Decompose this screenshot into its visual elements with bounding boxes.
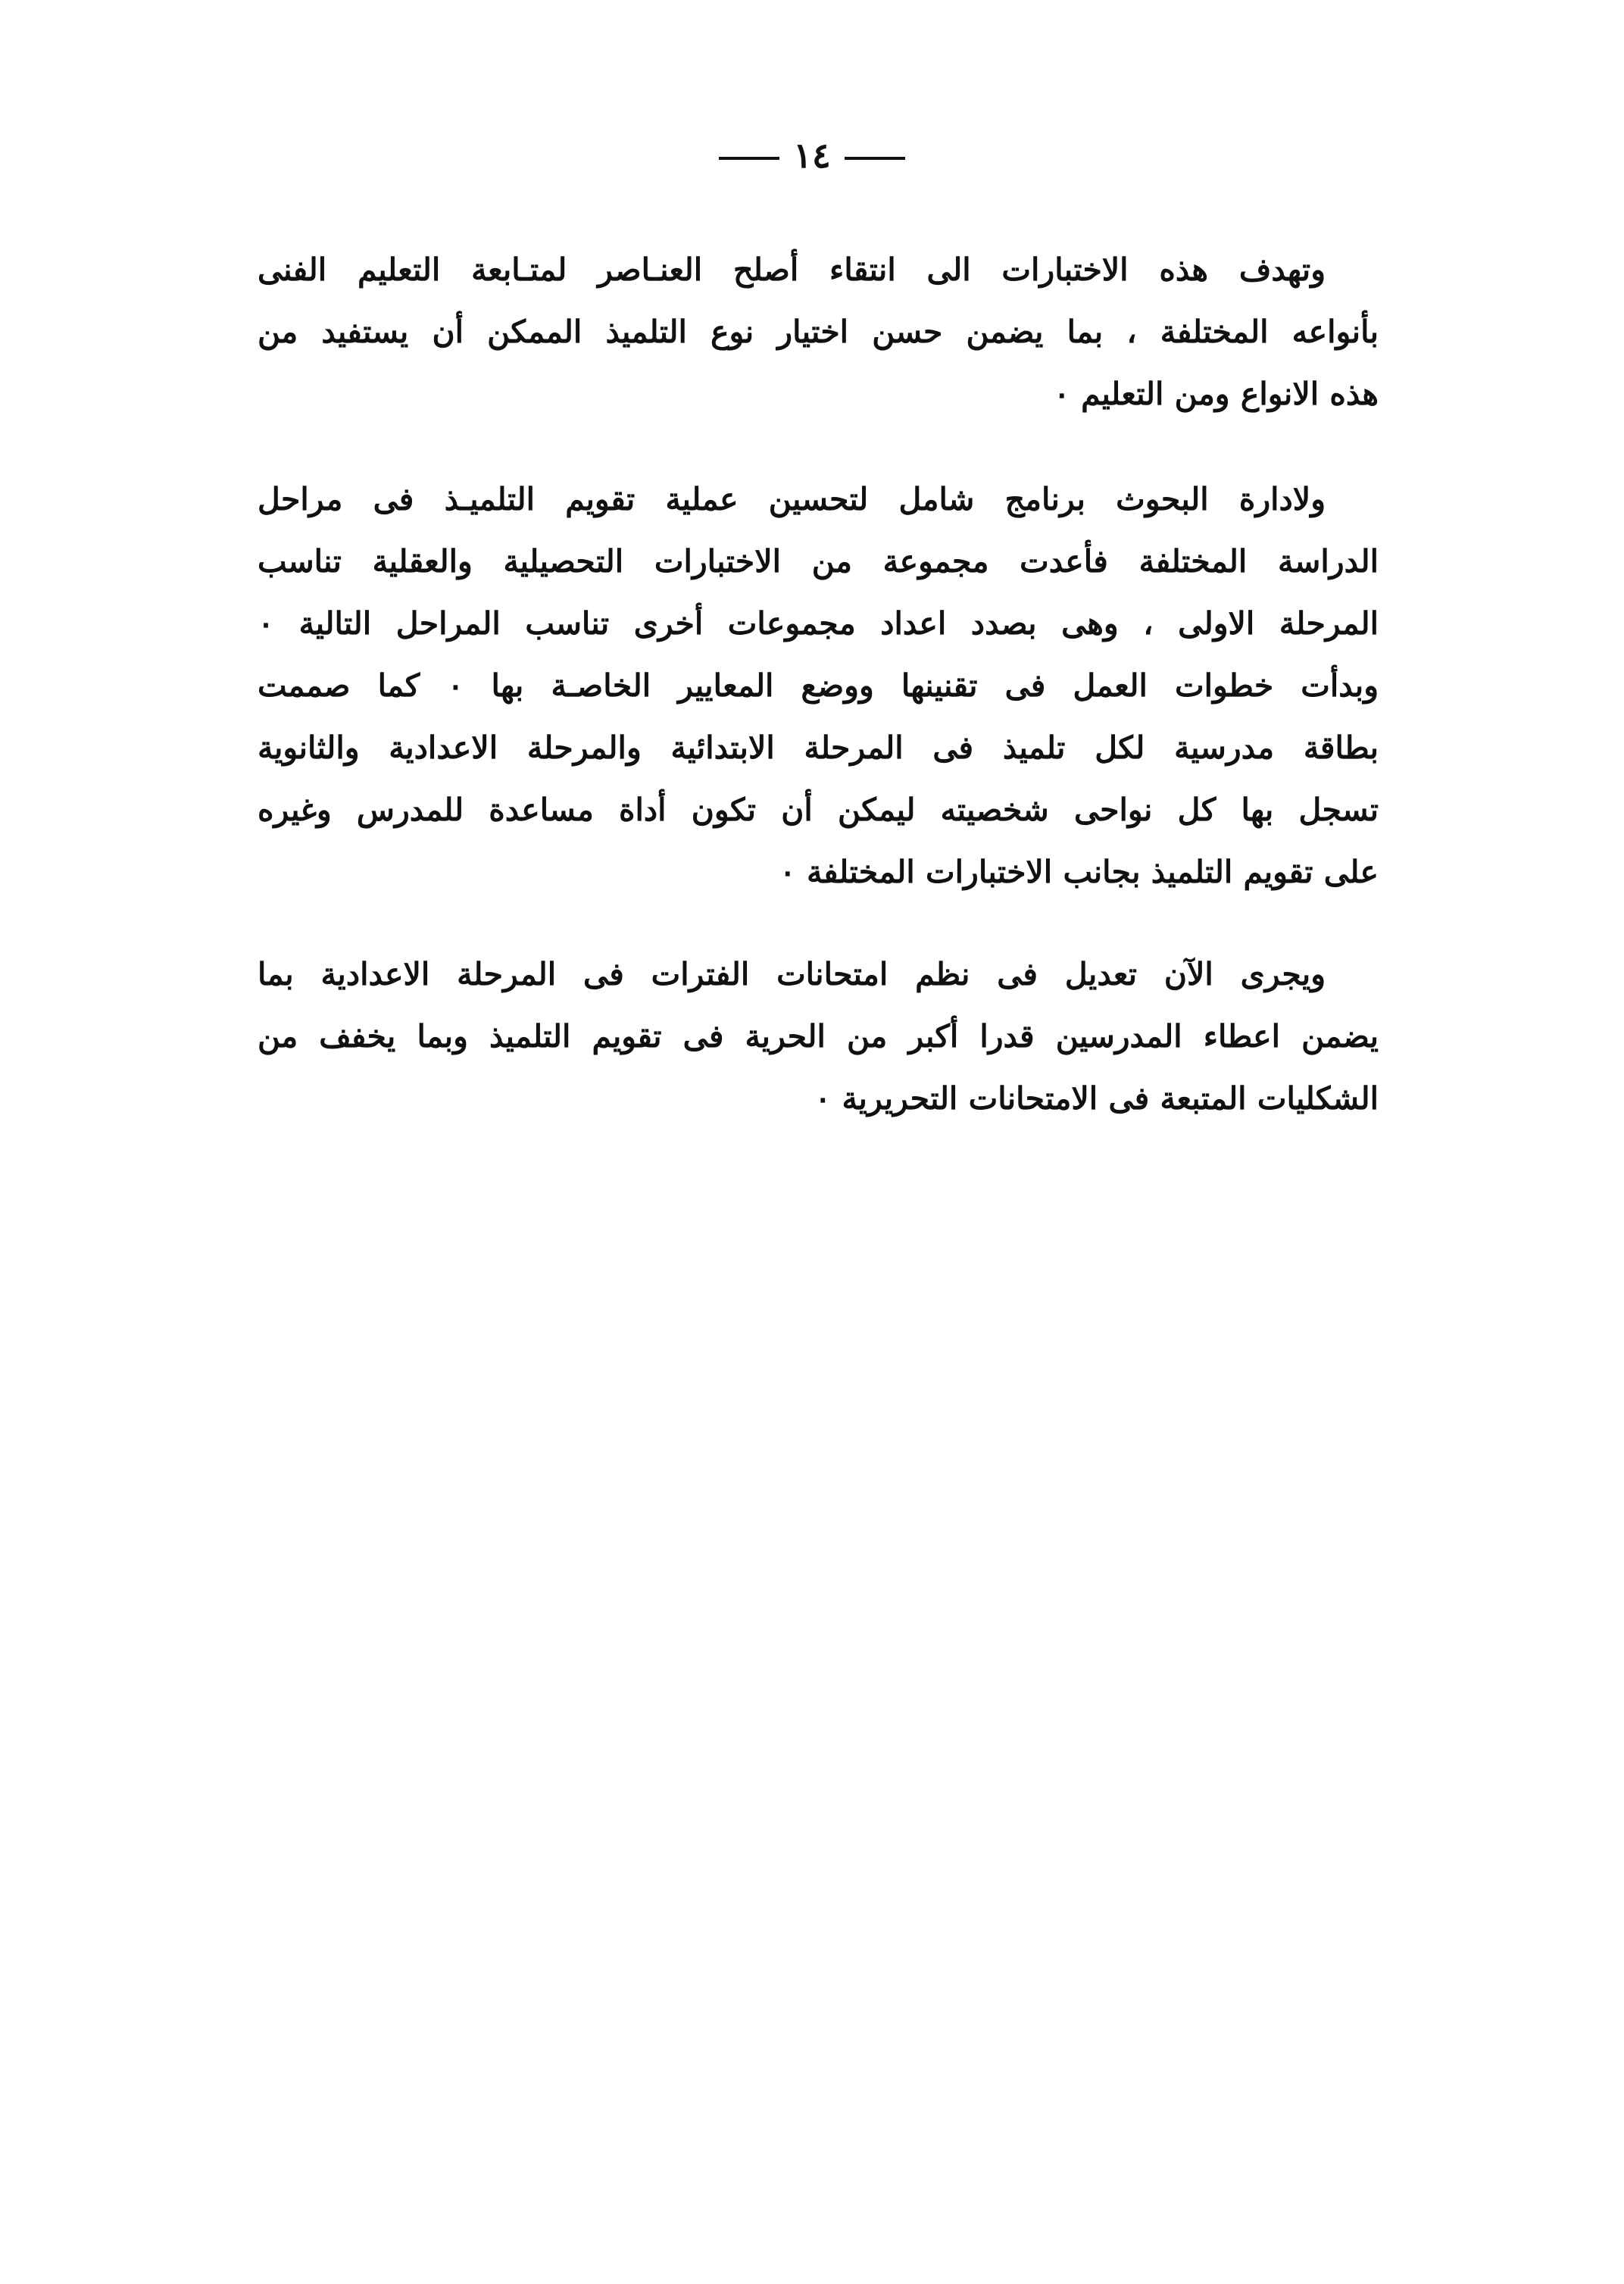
paragraph-3 [258,943,1379,1130]
paragraph-line: وتهدف هذه الاختبارات الى انتقاء أصلح العنـاصر لمتـابعة التعليم الفنى [258,252,1326,288]
paragraph-line: ويجرى الآن تعديل فى نظم امتحانات الفترات فى المرحلة الاعدادية بما [258,956,1326,992]
page-number-dash-right [845,157,905,160]
paragraph-line: بطاقة مدرسية لكل تلميذ فى المرحلة الابتدائية والمرحلة الاعدادية والثانوية [258,730,1379,766]
paragraph-line: ولادارة البحوث برنامج شامل لتحسين عملية تقويم التلميـذ فى مراحل [258,481,1326,517]
paragraph-line: يضمن اعطاء المدرسين قدرا أكبر من الحرية فى تقويم التلميذ وبما يخفف من [258,1018,1379,1055]
page-number [0,135,1624,176]
paragraph-2 [258,468,1379,903]
paragraph-1 [258,239,1379,425]
paragraph-line: الشكليات المتبعة فى الامتحانات التحريرية ٠ [814,1080,1379,1117]
page-number-label: ١٤ [793,135,831,176]
paragraph-line: تسجل بها كل نواحى شخصيته ليمكن أن تكون أداة مساعدة للمدرس وغيره [258,792,1379,828]
paragraph-line: المرحلة الاولى ، وهى بصدد اعداد مجموعات أخرى تناسب المراحل التالية ٠ [258,605,1379,642]
paragraph-line: هذه الانواع ومن التعليم ٠ [1053,376,1379,412]
paragraph-line: على تقويم التلميذ بجانب الاختبارات المختلفة ٠ [779,854,1379,890]
paragraph-line: وبدأت خطوات العمل فى تقنينها ووضع المعايير الخاصـة بها ٠ كما صممت [258,667,1379,704]
paragraph-line: الدراسة المختلفة فأعدت مجموعة من الاختبارات التحصيلية والعقلية تناسب [258,543,1379,580]
page-number-dash-left [719,157,779,160]
paragraph-line: بأنواعه المختلفة ، بما يضمن حسن اختيار نوع التلميذ الممكن أن يستفيد من [258,314,1379,350]
